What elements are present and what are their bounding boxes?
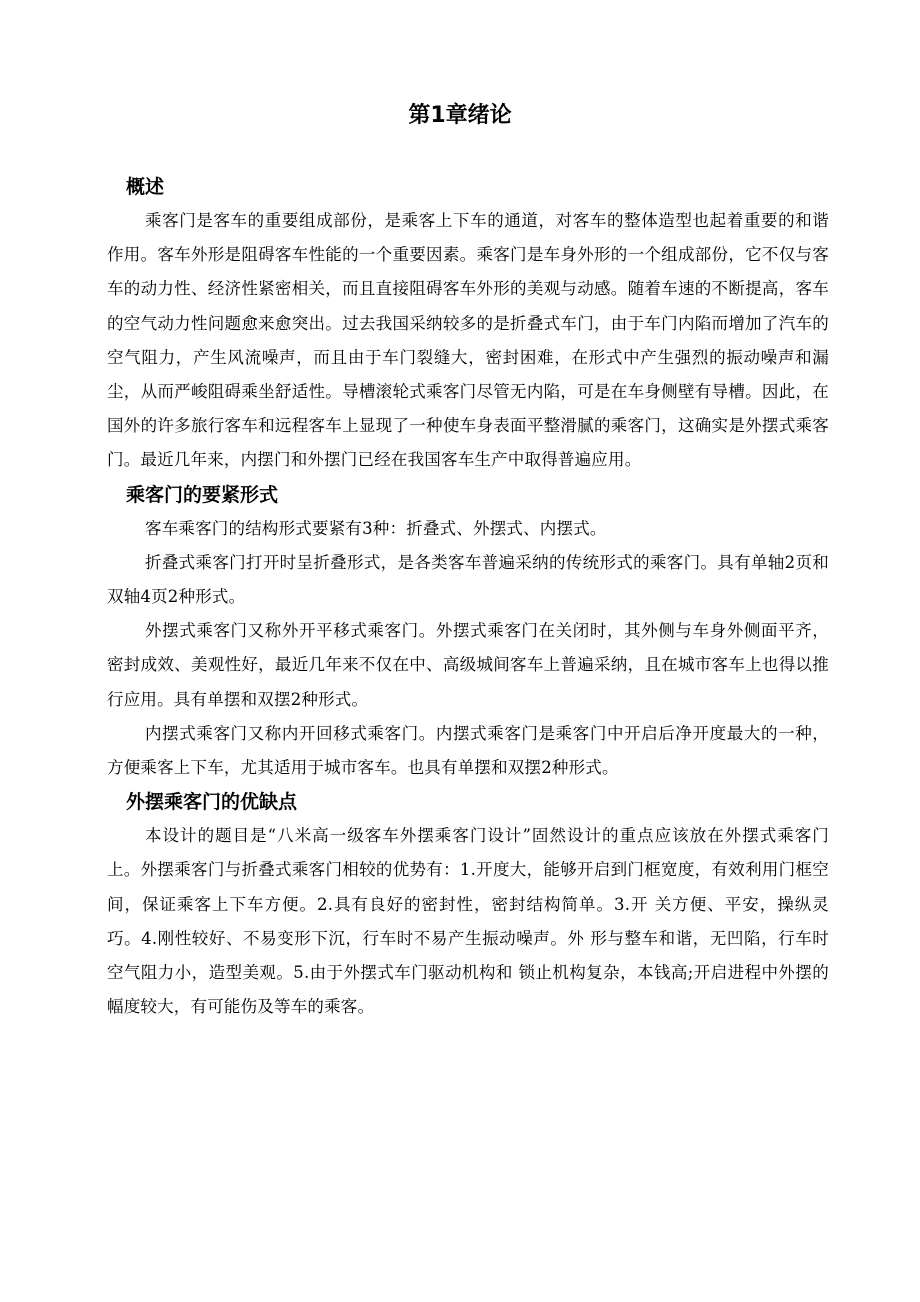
section-pros-cons xyxy=(107,785,829,1024)
paragraph: 乘客门是客车的重要组成部份，是乘客上下车的通道，对客车的整体造型也起着重要的和谐作用。客车外形是阻碍客车性能的一个重要因素。乘客门是车身外形的一个组成部份，它不仅与客车的动力性、经济性紧密相关，而且直接阻碍客车外形的美观与动感。随着车速的不断提高，客车的空气动力性问题愈来愈突出。过去我国采纳较多的是折叠式车门，由于车门内陷而增加了汽车的空气阻力，产生风流噪声，而且由于车门裂缝大，密封困难，在形式中产生强烈的振动噪声和漏尘，从而严峻阻碍乘坐舒适性。导槽滚轮式乘客门尽管无内陷，可是在车身侧壁有导槽。因此，在国外的许多旅行客车和远程客车上显现了一种使车身表面平整滑腻的乘客门，这确实是外摆式乘客门。最近几年来，内摆门和外摆门已经在我国客车生产中取得普遍应用。 xyxy=(107,211,829,470)
document-body xyxy=(107,170,829,1024)
paragraph: 客车乘客门的结构形式要紧有3种：折叠式、外摆式、内摆式。 xyxy=(145,518,607,538)
paragraph: 外摆式乘客门又称外开平移式乘客门。外摆式乘客门在关闭时，其外侧与车身外侧面平齐，密封成效、美观性好，最近几年来不仅在中、高级城间客车上普遍采纳，且在城市客车上也得以推行应用。具有单摆和双摆2种形式。 xyxy=(107,621,829,709)
paragraph: 折叠式乘客门打开时呈折叠形式，是各类客车普遍采纳的传统形式的乘客门。具有单轴2页和双轴4页2种形式。 xyxy=(107,552,829,607)
paragraph: 本设计的题目是“八米高一级客车外摆乘客门设计”固然设计的重点应该放在外摆式乘客门上。外摆乘客门与折叠式乘客门相较的优势有：1.开度大，能够开启到门框宽度，有效利用门框空间，保证乘客上下车方便。2.具有良好的密封性，密封结构简单。3.开 关方便、平安，操纵灵巧。4.刚性较好、不易变形下沉，行车时不易产生振动噪声。外 形与整车和谐，无凹陷，行车时空气阻力小，造型美观。5.由于外摆式车门驱动机构和 锁止机构复杂，本钱高;开启进程中外摆的幅度较大，有可能伤及等车的乘客。 xyxy=(107,826,829,1017)
section-overview xyxy=(107,170,829,478)
section-heading: 乘客门的要紧形式 xyxy=(126,483,279,506)
section-heading: 概述 xyxy=(126,176,165,198)
section-heading: 外摆乘客门的优缺点 xyxy=(126,791,298,814)
chapter-title: 第1章绪论 xyxy=(408,103,512,128)
paragraph: 内摆式乘客门又称内开回移式乘客门。内摆式乘客门是乘客门中开启后净开度最大的一种，方便乘客上下车，尤其适用于城市客车。也具有单摆和双摆2种形式。 xyxy=(107,723,829,778)
section-door-types xyxy=(107,478,829,786)
